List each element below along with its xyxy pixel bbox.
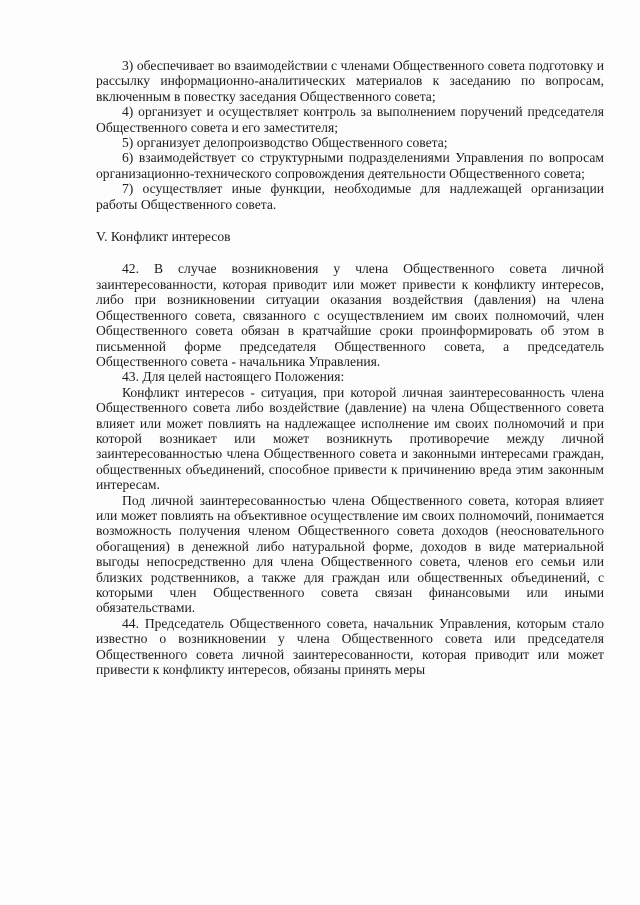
paragraph-42: 42. В случае возникновения у члена Общественного совета личной заинтересованности, которая приводит или может привести к конфликту интересов, либо при возникновении ситуации оказания воздействия (давления) на члена Общественного совета, связанного с осуществлением им своих полномочий, член Общественного совета обязан в кратчайшие сроки проинформировать об этом в письменной форме председателя Общественного совета, а председатель Общественного совета - начальника Управления. [96,261,604,369]
section-title: V. Конфликт интересов [96,229,231,245]
paragraph-item-6: 6) взаимодействует со структурными подразделениями Управления по вопросам организационно-технического сопровождения деятельности Общественного совета; [96,150,604,181]
paragraph-44: 44. Председатель Общественного совета, начальник Управления, которым стало известно о возникновении у члена Общественного совета или председателя Общественного совета личной заинтересованности, которая приводит или может привести к конфликту интересов, обязаны принять меры [96,615,604,678]
paragraph-item-3: 3) обеспечивает во взаимодействии с членами Общественного совета подготовку и рассылку информационно-аналитических материалов к заседанию по вопросам, включенным в повестку заседания Общественного совета; [96,58,604,104]
paragraph-item-4: 4) организует и осуществляет контроль за выполнением поручений председателя Общественного совета и его заместителя; [96,104,604,135]
document-body [96,58,604,677]
paragraph-43: 43. Для целей настоящего Положения: [122,369,345,385]
paragraph-personal-interest-definition: Под личной заинтересованностью члена Общественного совета, которая влияет или может повлиять на объективное осуществление им своих полномочий, понимается возможность получения членом Общественного совета доходов (неосновательного обогащения) в денежной либо натуральной форме, доходов в виде материальной выгоды непосредственно для члена Общественного совета, членов его семьи или близких родственников, а также для граждан или общественных объединений, с которыми член Общественного совета связан финансовыми или иными обязательствами. [96,492,604,616]
paragraph-item-5: 5) организует делопроизводство Общественного совета; [122,135,448,151]
paragraph-item-7: 7) осуществляет иные функции, необходимые для надлежащей организации работы Общественного совета. [96,181,604,212]
paragraph-conflict-definition: Конфликт интересов - ситуация, при которой личная заинтересованность члена Общественного совета либо воздействие (давление) на члена Общественного совета влияет или может повлиять на надлежащее исполнение им своих полномочий и при которой возникает или может возникнуть противоречие между личной заинтересованностью члена Общественного совета и законными интересами граждан, общественных объединений, способное привести к причинению вреда этим законным интересам. [96,384,604,493]
